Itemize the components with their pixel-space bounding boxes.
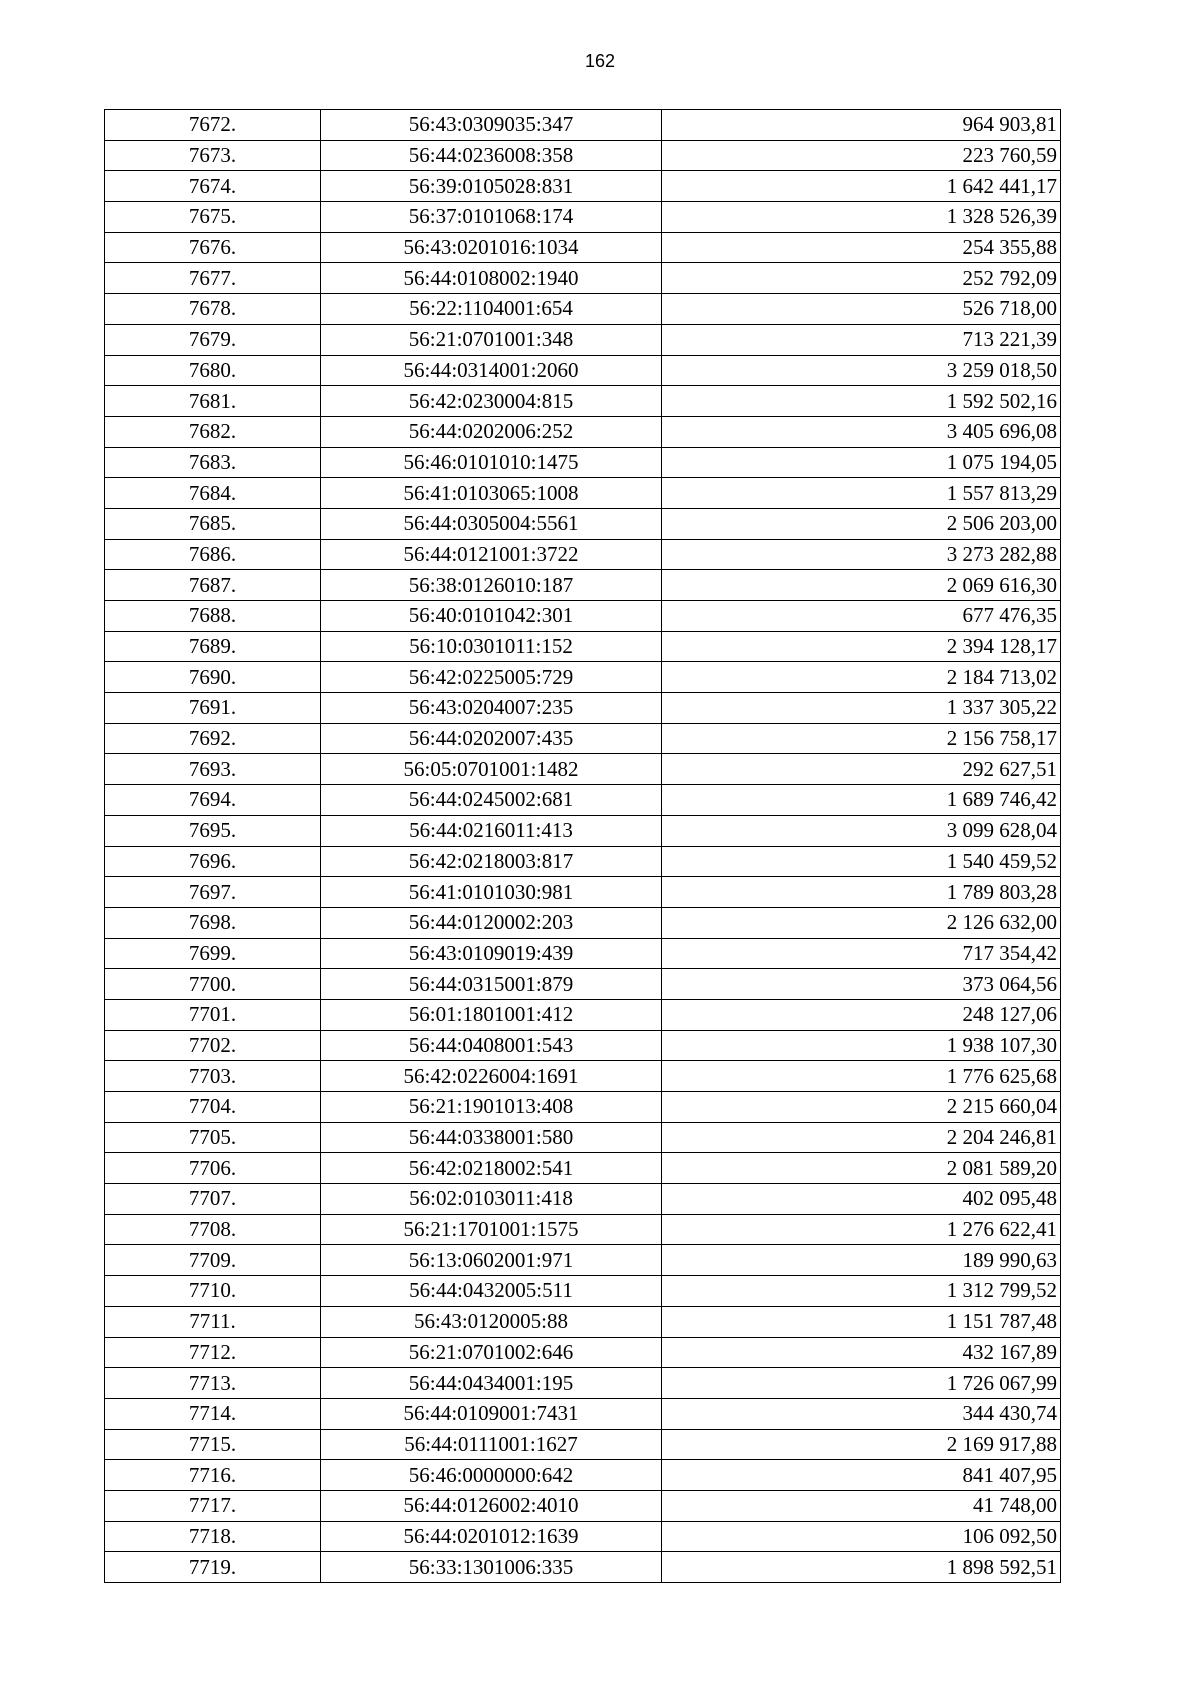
cadastral-number-cell: 56:44:0434001:195 xyxy=(321,1368,662,1399)
cadastral-value-cell: 1 776 625,68 xyxy=(662,1061,1061,1092)
cadastral-value-cell: 1 312 799,52 xyxy=(662,1276,1061,1307)
row-number-cell: 7712. xyxy=(105,1337,321,1368)
cadastral-value-cell: 248 127,06 xyxy=(662,999,1061,1030)
cadastral-value-cell: 1 557 813,29 xyxy=(662,478,1061,509)
cadastral-value-cell: 1 898 592,51 xyxy=(662,1552,1061,1583)
cadastral-value-cell: 223 760,59 xyxy=(662,140,1061,171)
row-number-cell: 7676. xyxy=(105,232,321,263)
cadastral-number-cell: 56:42:0230004:815 xyxy=(321,386,662,417)
cadastral-number-cell: 56:44:0245002:681 xyxy=(321,785,662,816)
cadastral-value-cell: 2 394 128,17 xyxy=(662,631,1061,662)
row-number-cell: 7675. xyxy=(105,202,321,233)
row-number-cell: 7688. xyxy=(105,601,321,632)
cadastral-value-cell: 677 476,35 xyxy=(662,601,1061,632)
page-number: 162 xyxy=(584,51,616,71)
table-body xyxy=(105,110,1061,1583)
row-number-cell: 7689. xyxy=(105,631,321,662)
table-row xyxy=(105,570,1061,601)
cadastral-number-cell: 56:39:0105028:831 xyxy=(321,171,662,202)
row-number-cell: 7680. xyxy=(105,355,321,386)
cadastral-number-cell: 56:44:0108002:1940 xyxy=(321,263,662,294)
cadastral-value-cell: 344 430,74 xyxy=(662,1398,1061,1429)
table-row xyxy=(105,1122,1061,1153)
table-row xyxy=(105,846,1061,877)
table-row xyxy=(105,601,1061,632)
cadastral-value-cell: 3 273 282,88 xyxy=(662,539,1061,570)
table-row xyxy=(105,1460,1061,1491)
table-row xyxy=(105,1521,1061,1552)
cadastral-value-cell: 189 990,63 xyxy=(662,1245,1061,1276)
table-row xyxy=(105,263,1061,294)
cadastral-number-cell: 56:46:0101010:1475 xyxy=(321,447,662,478)
row-number-cell: 7685. xyxy=(105,508,321,539)
table-row xyxy=(105,815,1061,846)
table-row xyxy=(105,202,1061,233)
row-number-cell: 7687. xyxy=(105,570,321,601)
row-number-cell: 7678. xyxy=(105,294,321,325)
cadastral-number-cell: 56:41:0101030:981 xyxy=(321,877,662,908)
row-number-cell: 7707. xyxy=(105,1184,321,1215)
row-number-cell: 7717. xyxy=(105,1490,321,1521)
cadastral-value-cell: 1 151 787,48 xyxy=(662,1306,1061,1337)
cadastral-value-cell: 1 075 194,05 xyxy=(662,447,1061,478)
table-row xyxy=(105,508,1061,539)
cadastral-value-cell: 252 792,09 xyxy=(662,263,1061,294)
cadastral-number-cell: 56:33:1301006:335 xyxy=(321,1552,662,1583)
cadastral-number-cell: 56:44:0305004:5561 xyxy=(321,508,662,539)
cadastral-number-cell: 56:38:0126010:187 xyxy=(321,570,662,601)
cadastral-number-cell: 56:44:0201012:1639 xyxy=(321,1521,662,1552)
row-number-cell: 7695. xyxy=(105,815,321,846)
table-row xyxy=(105,907,1061,938)
cadastral-number-cell: 56:42:0218003:817 xyxy=(321,846,662,877)
cadastral-value-cell: 3 405 696,08 xyxy=(662,416,1061,447)
row-number-cell: 7699. xyxy=(105,938,321,969)
cadastral-number-cell: 56:42:0218002:541 xyxy=(321,1153,662,1184)
row-number-cell: 7679. xyxy=(105,324,321,355)
cadastral-value-cell: 2 506 203,00 xyxy=(662,508,1061,539)
cadastral-value-cell: 3 259 018,50 xyxy=(662,355,1061,386)
cadastral-number-cell: 56:46:0000000:642 xyxy=(321,1460,662,1491)
row-number-cell: 7718. xyxy=(105,1521,321,1552)
cadastral-number-cell: 56:43:0201016:1034 xyxy=(321,232,662,263)
cadastral-number-cell: 56:44:0111001:1627 xyxy=(321,1429,662,1460)
cadastral-number-cell: 56:44:0338001:580 xyxy=(321,1122,662,1153)
table-row xyxy=(105,785,1061,816)
table-row xyxy=(105,693,1061,724)
cadastral-number-cell: 56:21:1901013:408 xyxy=(321,1092,662,1123)
cadastral-value-cell: 1 789 803,28 xyxy=(662,877,1061,908)
table-row xyxy=(105,969,1061,1000)
row-number-cell: 7686. xyxy=(105,539,321,570)
cadastral-number-cell: 56:43:0309035:347 xyxy=(321,110,662,141)
row-number-cell: 7696. xyxy=(105,846,321,877)
cadastral-value-cell: 964 903,81 xyxy=(662,110,1061,141)
cadastral-value-cell: 1 276 622,41 xyxy=(662,1214,1061,1245)
cadastral-value-cell: 2 156 758,17 xyxy=(662,723,1061,754)
cadastral-number-cell: 56:42:0225005:729 xyxy=(321,662,662,693)
cadastral-value-cell: 713 221,39 xyxy=(662,324,1061,355)
table-row xyxy=(105,140,1061,171)
table-row xyxy=(105,416,1061,447)
cadastral-number-cell: 56:02:0103011:418 xyxy=(321,1184,662,1215)
cadastral-value-cell: 3 099 628,04 xyxy=(662,815,1061,846)
cadastral-value-cell: 2 169 917,88 xyxy=(662,1429,1061,1460)
cadastral-number-cell: 56:22:1104001:654 xyxy=(321,294,662,325)
cadastral-number-cell: 56:42:0226004:1691 xyxy=(321,1061,662,1092)
row-number-cell: 7690. xyxy=(105,662,321,693)
table-row xyxy=(105,1552,1061,1583)
table-row xyxy=(105,1245,1061,1276)
table-row xyxy=(105,631,1061,662)
cadastral-value-cell: 1 938 107,30 xyxy=(662,1030,1061,1061)
cadastral-value-cell: 1 642 441,17 xyxy=(662,171,1061,202)
cadastral-value-cell: 1 726 067,99 xyxy=(662,1368,1061,1399)
row-number-cell: 7710. xyxy=(105,1276,321,1307)
row-number-cell: 7705. xyxy=(105,1122,321,1153)
row-number-cell: 7677. xyxy=(105,263,321,294)
cadastral-value-cell: 106 092,50 xyxy=(662,1521,1061,1552)
row-number-cell: 7682. xyxy=(105,416,321,447)
cadastral-value-cell: 432 167,89 xyxy=(662,1337,1061,1368)
row-number-cell: 7701. xyxy=(105,999,321,1030)
table-row xyxy=(105,1276,1061,1307)
row-number-cell: 7700. xyxy=(105,969,321,1000)
cadastral-number-cell: 56:21:0701001:348 xyxy=(321,324,662,355)
row-number-cell: 7673. xyxy=(105,140,321,171)
cadastral-number-cell: 56:41:0103065:1008 xyxy=(321,478,662,509)
table-row xyxy=(105,539,1061,570)
cadastral-number-cell: 56:44:0314001:2060 xyxy=(321,355,662,386)
table-row xyxy=(105,232,1061,263)
table-row xyxy=(105,877,1061,908)
table-row xyxy=(105,1061,1061,1092)
cadastral-value-cell: 2 184 713,02 xyxy=(662,662,1061,693)
cadastral-number-cell: 56:01:1801001:412 xyxy=(321,999,662,1030)
table-row xyxy=(105,1337,1061,1368)
row-number-cell: 7683. xyxy=(105,447,321,478)
cadastral-number-cell: 56:43:0120005:88 xyxy=(321,1306,662,1337)
row-number-cell: 7706. xyxy=(105,1153,321,1184)
cadastral-value-cell: 2 069 616,30 xyxy=(662,570,1061,601)
cadastral-value-cell: 2 204 246,81 xyxy=(662,1122,1061,1153)
table-row xyxy=(105,1030,1061,1061)
table-row xyxy=(105,723,1061,754)
table-row xyxy=(105,478,1061,509)
cadastral-value-cell: 1 337 305,22 xyxy=(662,693,1061,724)
cadastral-number-cell: 56:44:0126002:4010 xyxy=(321,1490,662,1521)
table-row xyxy=(105,1153,1061,1184)
row-number-cell: 7709. xyxy=(105,1245,321,1276)
cadastral-number-cell: 56:44:0202006:252 xyxy=(321,416,662,447)
table-row xyxy=(105,1368,1061,1399)
table-row xyxy=(105,447,1061,478)
cadastral-number-cell: 56:44:0315001:879 xyxy=(321,969,662,1000)
cadastral-value-cell: 526 718,00 xyxy=(662,294,1061,325)
cadastral-value-cell: 841 407,95 xyxy=(662,1460,1061,1491)
row-number-cell: 7702. xyxy=(105,1030,321,1061)
cadastral-value-cell: 2 081 589,20 xyxy=(662,1153,1061,1184)
table-row xyxy=(105,938,1061,969)
table-row xyxy=(105,355,1061,386)
row-number-cell: 7711. xyxy=(105,1306,321,1337)
row-number-cell: 7703. xyxy=(105,1061,321,1092)
cadastral-number-cell: 56:44:0109001:7431 xyxy=(321,1398,662,1429)
row-number-cell: 7708. xyxy=(105,1214,321,1245)
cadastral-number-cell: 56:44:0432005:511 xyxy=(321,1276,662,1307)
table-row xyxy=(105,294,1061,325)
row-number-cell: 7714. xyxy=(105,1398,321,1429)
cadastral-number-cell: 56:40:0101042:301 xyxy=(321,601,662,632)
cadastral-value-cell: 2 215 660,04 xyxy=(662,1092,1061,1123)
table-row xyxy=(105,386,1061,417)
cadastral-number-cell: 56:44:0121001:3722 xyxy=(321,539,662,570)
cadastral-value-cell: 2 126 632,00 xyxy=(662,907,1061,938)
cadastral-number-cell: 56:44:0202007:435 xyxy=(321,723,662,754)
cadastral-number-cell: 56:37:0101068:174 xyxy=(321,202,662,233)
cadastral-value-cell: 717 354,42 xyxy=(662,938,1061,969)
cadastral-value-cell: 292 627,51 xyxy=(662,754,1061,785)
row-number-cell: 7694. xyxy=(105,785,321,816)
table-row xyxy=(105,1184,1061,1215)
row-number-cell: 7697. xyxy=(105,877,321,908)
cadastral-number-cell: 56:21:0701002:646 xyxy=(321,1337,662,1368)
row-number-cell: 7684. xyxy=(105,478,321,509)
table-row xyxy=(105,1306,1061,1337)
row-number-cell: 7692. xyxy=(105,723,321,754)
cadastral-number-cell: 56:13:0602001:971 xyxy=(321,1245,662,1276)
table-row xyxy=(105,754,1061,785)
cadastral-value-cell: 1 689 746,42 xyxy=(662,785,1061,816)
cadastral-number-cell: 56:21:1701001:1575 xyxy=(321,1214,662,1245)
table-row xyxy=(105,171,1061,202)
table-row xyxy=(105,1092,1061,1123)
row-number-cell: 7715. xyxy=(105,1429,321,1460)
table-row xyxy=(105,1398,1061,1429)
row-number-cell: 7674. xyxy=(105,171,321,202)
cadastral-value-table xyxy=(104,109,1061,1583)
table-row xyxy=(105,110,1061,141)
row-number-cell: 7672. xyxy=(105,110,321,141)
table-row xyxy=(105,662,1061,693)
cadastral-number-cell: 56:43:0204007:235 xyxy=(321,693,662,724)
cadastral-number-cell: 56:05:0701001:1482 xyxy=(321,754,662,785)
row-number-cell: 7719. xyxy=(105,1552,321,1583)
cadastral-value-cell: 402 095,48 xyxy=(662,1184,1061,1215)
cadastral-number-cell: 56:44:0120002:203 xyxy=(321,907,662,938)
table-row xyxy=(105,999,1061,1030)
cadastral-value-cell: 373 064,56 xyxy=(662,969,1061,1000)
cadastral-number-cell: 56:44:0408001:543 xyxy=(321,1030,662,1061)
cadastral-value-cell: 41 748,00 xyxy=(662,1490,1061,1521)
cadastral-number-cell: 56:43:0109019:439 xyxy=(321,938,662,969)
table-row xyxy=(105,1490,1061,1521)
row-number-cell: 7713. xyxy=(105,1368,321,1399)
cadastral-number-cell: 56:44:0236008:358 xyxy=(321,140,662,171)
row-number-cell: 7681. xyxy=(105,386,321,417)
table-row xyxy=(105,1214,1061,1245)
cadastral-number-cell: 56:10:0301011:152 xyxy=(321,631,662,662)
row-number-cell: 7698. xyxy=(105,907,321,938)
table-row xyxy=(105,1429,1061,1460)
row-number-cell: 7691. xyxy=(105,693,321,724)
cadastral-value-cell: 254 355,88 xyxy=(662,232,1061,263)
table-row xyxy=(105,324,1061,355)
cadastral-value-cell: 1 328 526,39 xyxy=(662,202,1061,233)
row-number-cell: 7693. xyxy=(105,754,321,785)
cadastral-value-cell: 1 592 502,16 xyxy=(662,386,1061,417)
row-number-cell: 7716. xyxy=(105,1460,321,1491)
row-number-cell: 7704. xyxy=(105,1092,321,1123)
cadastral-value-cell: 1 540 459,52 xyxy=(662,846,1061,877)
cadastral-number-cell: 56:44:0216011:413 xyxy=(321,815,662,846)
